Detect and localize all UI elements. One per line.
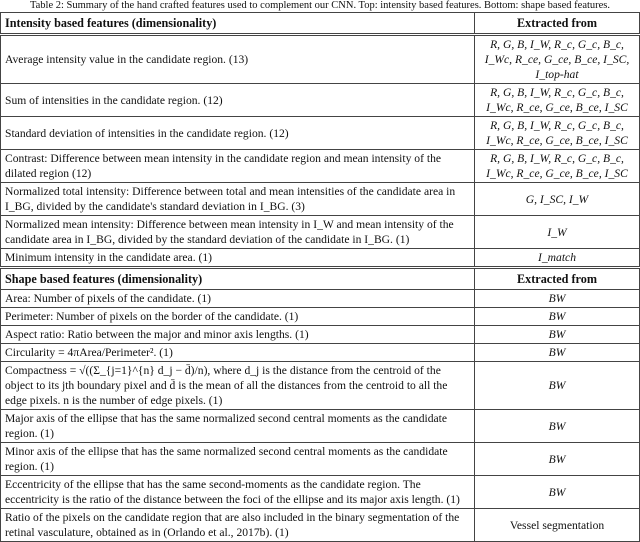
extracted-from-cell: I_W [475, 216, 640, 249]
table-row [1, 362, 640, 410]
extracted-from-cell: R, G, B, I_W, R_c, G_c, B_c, I_Wc, R_ce, G_ce, B_ce, I_SC, I_top-hat [475, 35, 640, 84]
table-caption: Table 2: Summary of the hand crafted features used to complement our CNN. Top: intensity based features. Bottom: shape based features. [29, 0, 611, 11]
feature-description: Perimeter: Number of pixels on the border of the candidate. (1) [1, 308, 475, 326]
feature-description: Minimum intensity in the candidate area. (1) [1, 249, 475, 268]
extracted-from-cell: R, G, B, I_W, R_c, G_c, B_c, I_Wc, R_ce, G_ce, B_ce, I_SC [475, 84, 640, 117]
feature-description: Major axis of the ellipse that has the same normalized second central moments as the candidate region. (1) [1, 410, 475, 443]
feature-description: Normalized total intensity: Difference between total and mean intensities of the candidate area in I_BG, divided by the candidate's standard deviation in I_BG. (3) [1, 183, 475, 216]
table-row [1, 84, 640, 117]
extracted-from-header: Extracted from [475, 268, 640, 290]
table-row [1, 35, 640, 84]
extracted-from-cell: Vessel segmentation [475, 509, 640, 542]
intensity-header-row [1, 13, 640, 35]
extracted-from-cell: BW [475, 290, 640, 308]
extracted-from-cell: BW [475, 410, 640, 443]
feature-description: Standard deviation of intensities in the candidate region. (12) [1, 117, 475, 150]
table-row [1, 443, 640, 476]
table-row [1, 308, 640, 326]
table-row [1, 117, 640, 150]
feature-description: Sum of intensities in the candidate region. (12) [1, 84, 475, 117]
extracted-from-cell: G, I_SC, I_W [475, 183, 640, 216]
intensity-header: Intensity based features (dimensionality) [1, 13, 475, 35]
features-table [0, 12, 640, 542]
shape-header-row [1, 268, 640, 290]
table-row [1, 249, 640, 268]
table-row [1, 476, 640, 509]
table-row [1, 410, 640, 443]
feature-description: Circularity = 4πArea/Perimeter². (1) [1, 344, 475, 362]
extracted-from-cell: BW [475, 362, 640, 410]
extracted-from-cell: R, G, B, I_W, R_c, G_c, B_c, I_Wc, R_ce, G_ce, B_ce, I_SC [475, 117, 640, 150]
table-row [1, 150, 640, 183]
feature-description: Ratio of the pixels on the candidate region that are also included in the binary segmentation of the retinal vasculature, obtained as in (Orlando et al., 2017b). (1) [1, 509, 475, 542]
feature-description: Average intensity value in the candidate region. (13) [1, 35, 475, 84]
table-row [1, 183, 640, 216]
table-row [1, 509, 640, 542]
table-row [1, 326, 640, 344]
feature-description: Compactness = √((Σ_{j=1}^{n} d_j − d̄)/n), where d_j is the distance from the centroid of the object to its jth boundary pixel and d̄ is the mean of all the distances from the centroid to all the edge pixels. n is the number of edge pixels. (1) [1, 362, 475, 410]
extracted-from-cell: I_match [475, 249, 640, 268]
table-row [1, 290, 640, 308]
extracted-from-cell: BW [475, 443, 640, 476]
shape-header: Shape based features (dimensionality) [1, 268, 475, 290]
feature-description: Contrast: Difference between mean intensity in the candidate region and mean intensity of the dilated region (12) [1, 150, 475, 183]
extracted-from-cell: BW [475, 308, 640, 326]
extracted-from-cell: BW [475, 344, 640, 362]
feature-description: Eccentricity of the ellipse that has the same second-moments as the candidate region. The eccentricity is the ratio of the distance between the foci of the ellipse and its major axis length. (1) [1, 476, 475, 509]
extracted-from-cell: BW [475, 476, 640, 509]
feature-description: Area: Number of pixels of the candidate. (1) [1, 290, 475, 308]
extracted-from-cell: BW [475, 326, 640, 344]
table-row [1, 344, 640, 362]
feature-description: Aspect ratio: Ratio between the major and minor axis lengths. (1) [1, 326, 475, 344]
feature-description: Minor axis of the ellipse that has the same normalized second central moments as the candidate region. (1) [1, 443, 475, 476]
extracted-from-header: Extracted from [475, 13, 640, 35]
feature-description: Normalized mean intensity: Difference between mean intensity in I_W and mean intensity of the candidate area in I_BG, divided by the standard deviation of the candidate in I_BG. (1) [1, 216, 475, 249]
table-row [1, 216, 640, 249]
extracted-from-cell: R, G, B, I_W, R_c, G_c, B_c, I_Wc, R_ce, G_ce, B_ce, I_SC [475, 150, 640, 183]
